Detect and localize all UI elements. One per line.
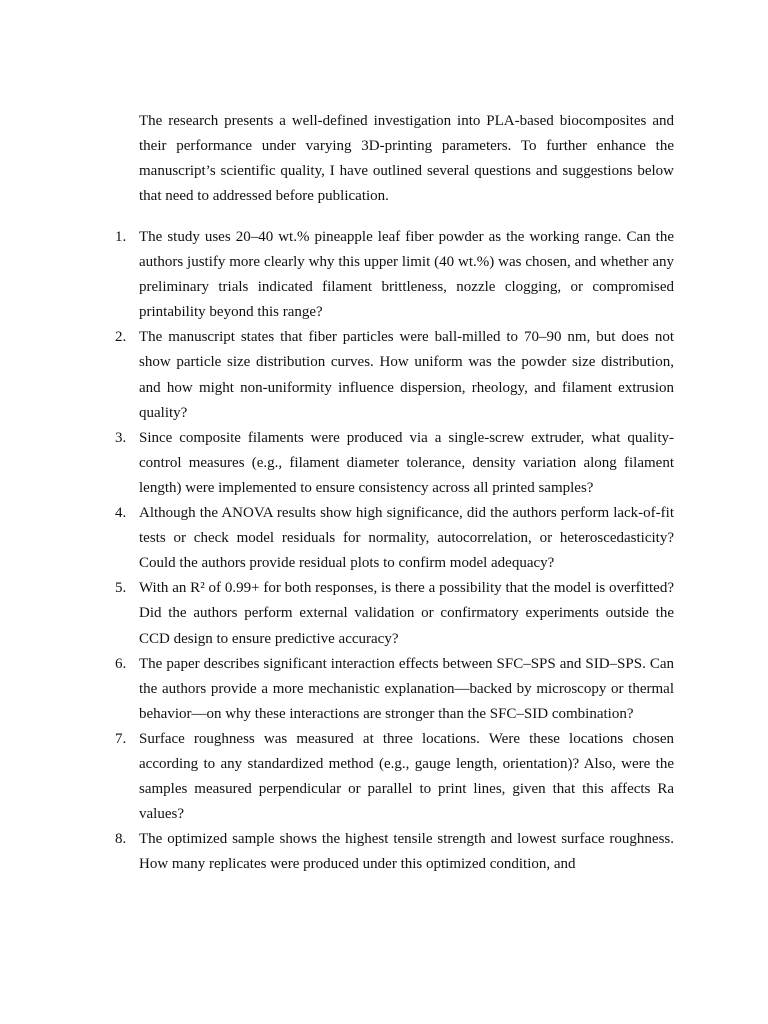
- list-item-text: With an R² of 0.99+ for both responses, is there a possibility that the model is overfitted? Did the authors perform external validation or confirmatory experiments outside the CCD design to ensure predictive accuracy?: [139, 580, 674, 647]
- list-item: [115, 727, 674, 827]
- list-item-text: The study uses 20–40 wt.% pineapple leaf fiber powder as the working range. Can the authors justify more clearly why this upper limit (40 wt.%) was chosen, and whether any preliminary trials indicated filament brittleness, nozzle clogging, or compromised printability beyond this range?: [139, 229, 674, 321]
- question-list: [115, 225, 674, 877]
- list-item: [115, 576, 674, 651]
- list-item: [115, 652, 674, 727]
- list-item: [115, 501, 674, 576]
- list-item-number: 4.: [115, 505, 127, 522]
- list-item-number: 7.: [115, 730, 127, 747]
- list-item-number: 2.: [115, 329, 127, 346]
- list-item-text: Since composite filaments were produced via a single-screw extruder, what quality-control measures (e.g., filament diameter tolerance, density variation along filament length) were implemented to ensure consistency across all printed samples?: [139, 429, 674, 496]
- list-item-text: Surface roughness was measured at three locations. Were these locations chosen according to any standardized method (e.g., gauge length, orientation)? Also, were the samples measured perpendicular or parallel to print lines, given that this affects Ra values?: [139, 730, 674, 823]
- list-item-text: The optimized sample shows the highest tensile strength and lowest surface roughness. How many replicates were produced under this optimized condition, and: [139, 831, 674, 873]
- list-item: [115, 426, 674, 501]
- list-item: [115, 827, 674, 877]
- intro-paragraph: The research presents a well-defined investigation into PLA-based biocomposites and their performance under varying 3D-printing parameters. To further enhance the manuscript’s scientific quality, I have outlined several questions and suggestions below that need to addressed before publication.: [139, 113, 674, 205]
- list-item-number: 6.: [115, 655, 127, 672]
- list-item-text: Although the ANOVA results show high significance, did the authors perform lack-of-fit tests or check model residuals for normality, autocorrelation, or heteroscedasticity? Could the authors provide residual plots to confirm model adequacy?: [139, 505, 674, 572]
- list-item-number: 1.: [115, 229, 127, 245]
- list-item-number: 3.: [115, 429, 127, 446]
- list-item: [115, 225, 674, 325]
- list-item-number: 5.: [115, 580, 127, 597]
- list-item-text: The paper describes significant interaction effects between SFC–SPS and SID–SPS. Can the authors provide a more mechanistic explanation—backed by microscopy or thermal behavior—on why these interactions are stronger than the SFC–SID combination?: [139, 655, 674, 722]
- list-item-number: 8.: [115, 831, 127, 848]
- list-item-text: The manuscript states that fiber particles were ball-milled to 70–90 nm, but does not show particle size distribution curves. How uniform was the powder size distribution, and how might non-uniformity influence dispersion, rheology, and filament extrusion quality?: [139, 329, 674, 421]
- list-item: [115, 325, 674, 425]
